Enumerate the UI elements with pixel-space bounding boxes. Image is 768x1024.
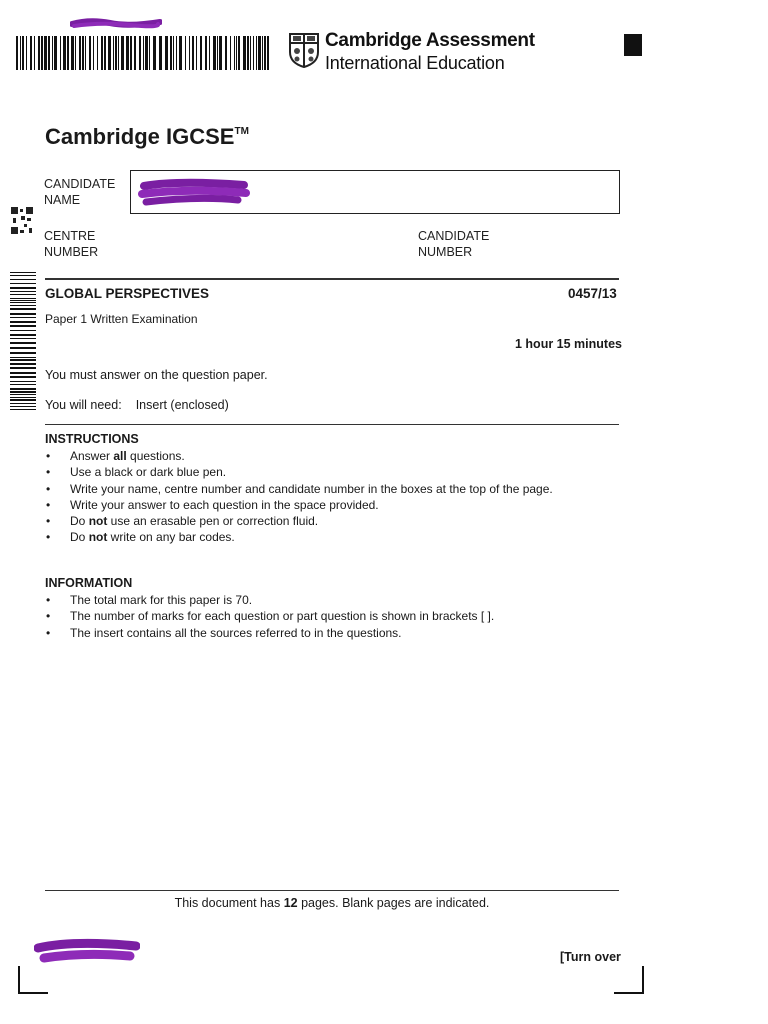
instruction-item: • Use a black or dark blue pen. (45, 464, 553, 480)
information-item: • The number of marks for each question or part question is shown in brackets [ ]. (45, 608, 494, 624)
materials-label: You will need: (45, 398, 122, 412)
information-item: • The insert contains all the sources referred to in the questions. (45, 625, 494, 641)
barcode-top-icon (16, 36, 272, 70)
redaction-scribble-bottom (34, 936, 140, 968)
subject-title: GLOBAL PERSPECTIVES (45, 286, 210, 301)
instruction-item: • Do not write on any bar codes. (45, 529, 553, 545)
turn-over-note: [Turn over (560, 950, 621, 964)
page-count: 12 (283, 896, 298, 910)
candidate-number-label (418, 228, 489, 260)
qr-code-icon (10, 206, 34, 236)
brand-line-1: Cambridge Assessment (325, 30, 535, 51)
exam-duration: 1 hour 15 minutes (515, 337, 622, 351)
candidate-number-label-line2: NUMBER (418, 245, 473, 259)
redaction-scribble-name (138, 178, 250, 208)
divider-bottom (45, 890, 619, 891)
qualification-name: Cambridge IGCSE (45, 124, 235, 149)
centre-number-label-line2: NUMBER (44, 245, 99, 259)
brand-logo-text (325, 30, 535, 74)
instruction-item: • Write your answer to each question in the space provided. (45, 497, 553, 513)
brand-line-2: International Education (325, 53, 505, 73)
page-count-note: This document has 12 pages. Blank pages are indicated. (174, 896, 490, 910)
instructions-heading: INSTRUCTIONS (45, 432, 139, 446)
instruction-item: • Write your name, centre number and candidate number in the boxes at the top of the page. (45, 481, 553, 497)
information-heading: INFORMATION (45, 576, 133, 590)
paper-title: Paper 1 Written Examination (45, 312, 198, 326)
answer-note: You must answer on the question paper. (45, 368, 268, 382)
paper-code: 0457/13 (568, 286, 617, 301)
instruction-item: • Do not use an erasable pen or correction fluid. (45, 513, 553, 529)
instruction-item: • Answer all questions. (45, 448, 553, 464)
candidate-name-label-line1: CANDIDATE (44, 177, 116, 191)
registration-mark (624, 34, 642, 56)
barcode-side-icon (2, 272, 36, 414)
materials-item: Insert (enclosed) (135, 398, 229, 412)
information-list (45, 592, 494, 641)
materials-needed (45, 398, 229, 412)
centre-number-label-line1: CENTRE (44, 229, 96, 243)
divider-top (45, 278, 619, 280)
centre-number-label (44, 228, 98, 260)
redaction-scribble-top (70, 18, 162, 30)
candidate-number-label-line1: CANDIDATE (418, 229, 490, 243)
instructions-list (45, 448, 553, 546)
corner-mark-bottom-right (614, 966, 644, 994)
cambridge-crest-icon (288, 32, 320, 68)
divider-middle (45, 424, 619, 425)
corner-mark-bottom-left (18, 966, 48, 994)
qualification-title (45, 124, 249, 150)
information-item: • The total mark for this paper is 70. (45, 592, 494, 608)
candidate-name-label-line2: NAME (44, 193, 81, 207)
trademark-mark: TM (234, 125, 249, 137)
candidate-name-label (44, 176, 115, 208)
